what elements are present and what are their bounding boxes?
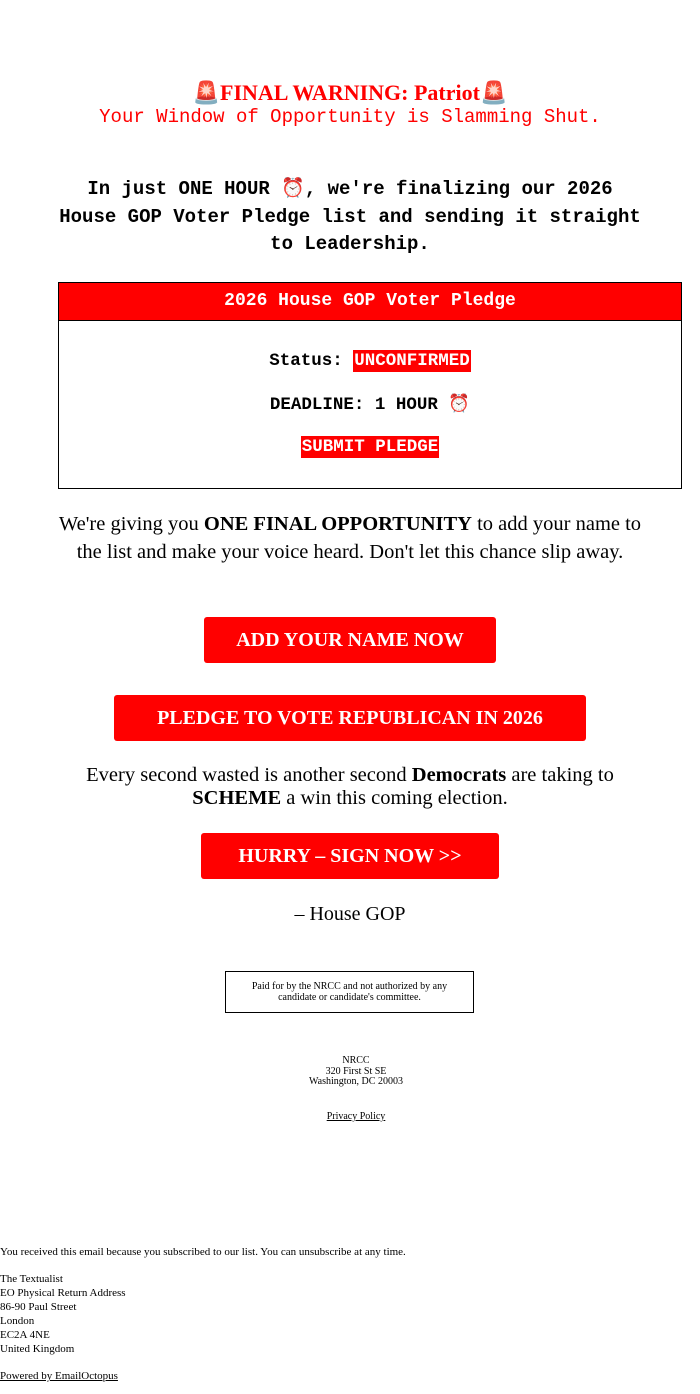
sender-address	[0, 1272, 126, 1356]
submit-pledge-link-row	[59, 437, 681, 457]
headline	[0, 80, 700, 128]
hurry-sign-button[interactable]: HURRY – SIGN NOW >>	[201, 833, 499, 879]
powered-by-link[interactable]: Powered by EmailOctopus	[0, 1370, 118, 1382]
pledge-box	[58, 282, 682, 489]
powered-by-row	[0, 1369, 118, 1383]
sender-address-line: EC2A 4NE	[0, 1329, 50, 1341]
intro-text: In just ONE HOUR ⏰, we're finalizing our 2026 House GOP Voter Pledge list and sending it straight to Leadership.	[59, 178, 641, 255]
nrcc-address	[0, 1056, 700, 1088]
opportunity-paragraph	[50, 511, 650, 566]
democrats-paragraph	[50, 764, 650, 809]
submit-pledge-link[interactable]: SUBMIT PLEDGE	[301, 437, 439, 457]
democrats-text-pre: Every second wasted is another second	[86, 764, 412, 786]
warning-subtitle: Your Window of Opportunity is Slamming Shut.	[99, 106, 601, 128]
address-line: NRCC	[342, 1055, 370, 1066]
opportunity-text-pre: We're giving you	[58, 513, 204, 535]
pledge-vote-button[interactable]: PLEDGE TO VOTE REPUBLICAN IN 2026	[114, 695, 586, 741]
opportunity-text-bold: ONE FINAL OPPORTUNITY	[203, 513, 472, 535]
status-badge: UNCONFIRMED	[354, 351, 470, 371]
democrats-text-bold: Democrats	[411, 764, 507, 786]
sender-address-line: EO Physical Return Address	[0, 1287, 126, 1299]
privacy-policy-link[interactable]: Privacy Policy	[326, 1111, 386, 1122]
signoff: – House GOP	[294, 903, 406, 925]
warning-title: 🚨FINAL WARNING: Patriot🚨	[192, 80, 508, 105]
address-line: Washington, DC 20003	[309, 1076, 403, 1087]
democrats-text-post: a win this coming election.	[281, 786, 508, 809]
add-name-button[interactable]: ADD YOUR NAME NOW	[204, 617, 496, 663]
subscription-notice: You received this email because you subscribed to our list. You can unsubscribe at any time.	[0, 1246, 406, 1258]
opportunity-text-post: to add your name to the list and make your voice heard. Don't let this chance slip away.	[76, 513, 642, 563]
disclaimer-text: Paid for by the NRCC and not authorized by any candidate or candidate's committee.	[251, 981, 448, 1003]
pledge-status	[59, 351, 681, 371]
address-line: 320 First St SE	[325, 1065, 387, 1077]
democrats-text-mid: are taking to	[506, 764, 614, 786]
paid-for-disclaimer	[225, 971, 474, 1013]
pledge-header: 2026 House GOP Voter Pledge	[59, 283, 681, 321]
sender-address-line: United Kingdom	[0, 1343, 75, 1355]
scheme-text-bold: SCHEME	[192, 786, 282, 809]
privacy-row	[0, 1111, 700, 1122]
status-label: Status:	[269, 351, 354, 371]
sender-address-line: London	[0, 1315, 35, 1327]
sender-address-line: The Textualist	[0, 1273, 63, 1285]
pledge-deadline: DEADLINE: 1 HOUR ⏰	[269, 395, 471, 415]
sender-address-line: 86-90 Paul Street	[0, 1301, 77, 1313]
